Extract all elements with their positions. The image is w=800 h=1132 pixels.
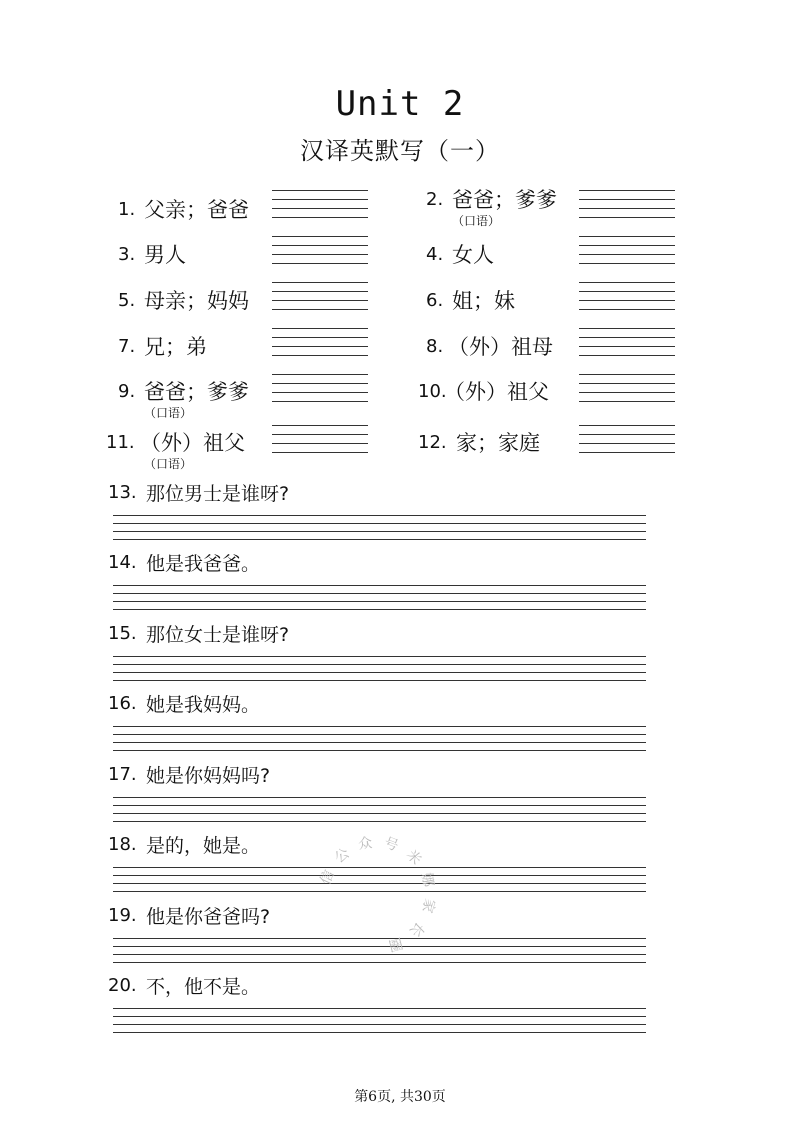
answer-lines[interactable] — [272, 236, 368, 268]
word-number: 11. — [106, 432, 135, 453]
sentence-chinese: 那位男士是谁呀? — [146, 483, 290, 505]
word-number: 10. — [418, 381, 447, 402]
answer-lines[interactable] — [113, 797, 646, 821]
answer-lines[interactable] — [113, 585, 646, 609]
word-chinese: 父亲；爸爸 — [144, 198, 249, 222]
word-chinese: 兄；弟 — [144, 335, 207, 359]
page-footer: 第6页, 共30页 — [354, 1089, 446, 1105]
word-chinese: （外）祖父 — [444, 380, 549, 404]
word-chinese: 家；家庭 — [456, 431, 540, 455]
word-chinese: （外）祖母 — [448, 335, 553, 359]
sentence-number: 17. — [108, 764, 137, 785]
word-chinese: 女人 — [452, 243, 494, 267]
sentence-chinese: 她是你妈妈吗? — [146, 765, 271, 787]
word-number: 7. — [118, 336, 136, 357]
answer-lines[interactable] — [272, 190, 368, 222]
svg-text:信公众号米娜家长圈 — [318, 834, 439, 956]
sentence-chinese: 他是你爸爸吗? — [146, 906, 271, 928]
answer-lines[interactable] — [272, 282, 368, 314]
answer-lines[interactable] — [579, 425, 675, 457]
sentence-chinese: 她是我妈妈。 — [146, 694, 261, 716]
word-chinese: 男人 — [144, 243, 186, 267]
word-number: 1. — [118, 199, 136, 220]
answer-lines[interactable] — [579, 282, 675, 314]
answer-lines[interactable] — [113, 726, 646, 750]
watermark-stamp — [312, 830, 442, 960]
sentence-chinese: 他是我爸爸。 — [146, 553, 261, 575]
word-number: 3. — [118, 244, 136, 265]
sentence-number: 15. — [108, 623, 137, 644]
sentence-number: 16. — [108, 693, 137, 714]
word-note: （口语） — [452, 214, 501, 228]
answer-lines[interactable] — [579, 328, 675, 360]
word-number: 9. — [118, 381, 136, 402]
word-number: 5. — [118, 290, 136, 311]
answer-lines[interactable] — [579, 374, 675, 406]
sentence-chinese: 那位女士是谁呀? — [146, 624, 290, 646]
word-chinese: 母亲；妈妈 — [144, 289, 249, 313]
answer-lines[interactable] — [272, 425, 368, 457]
answer-lines[interactable] — [579, 236, 675, 268]
sentence-number: 19. — [108, 905, 137, 926]
answer-lines[interactable] — [272, 328, 368, 360]
word-chinese: 爸爸；爹爹 — [144, 380, 249, 404]
answer-lines[interactable] — [272, 374, 368, 406]
sentence-number: 18. — [108, 834, 137, 855]
sentence-number: 20. — [108, 975, 137, 996]
sentence-chinese: 不，他不是。 — [146, 976, 261, 998]
page-subtitle: 汉译英默写（一） — [300, 137, 500, 165]
word-chinese: 姐；妹 — [452, 289, 515, 313]
sentence-chinese: 是的，她是。 — [146, 835, 261, 857]
word-number: 4. — [426, 244, 444, 265]
answer-lines[interactable] — [579, 190, 675, 222]
answer-lines[interactable] — [113, 656, 646, 680]
sentence-number: 13. — [108, 482, 137, 503]
word-chinese: 爸爸；爹爹 — [452, 188, 557, 212]
word-number: 2. — [426, 189, 444, 210]
answer-lines[interactable] — [113, 515, 646, 539]
word-note: （口语） — [144, 406, 193, 420]
watermark-text: 信公众号米娜家长圈 — [317, 833, 439, 957]
word-number: 12. — [418, 432, 447, 453]
sentence-number: 14. — [108, 552, 137, 573]
word-number: 6. — [426, 290, 444, 311]
word-chinese: （外）祖父 — [140, 431, 245, 455]
answer-lines[interactable] — [113, 1008, 646, 1032]
word-note: （口语） — [144, 457, 193, 471]
page-title: Unit 2 — [335, 84, 465, 124]
word-number: 8. — [426, 336, 444, 357]
